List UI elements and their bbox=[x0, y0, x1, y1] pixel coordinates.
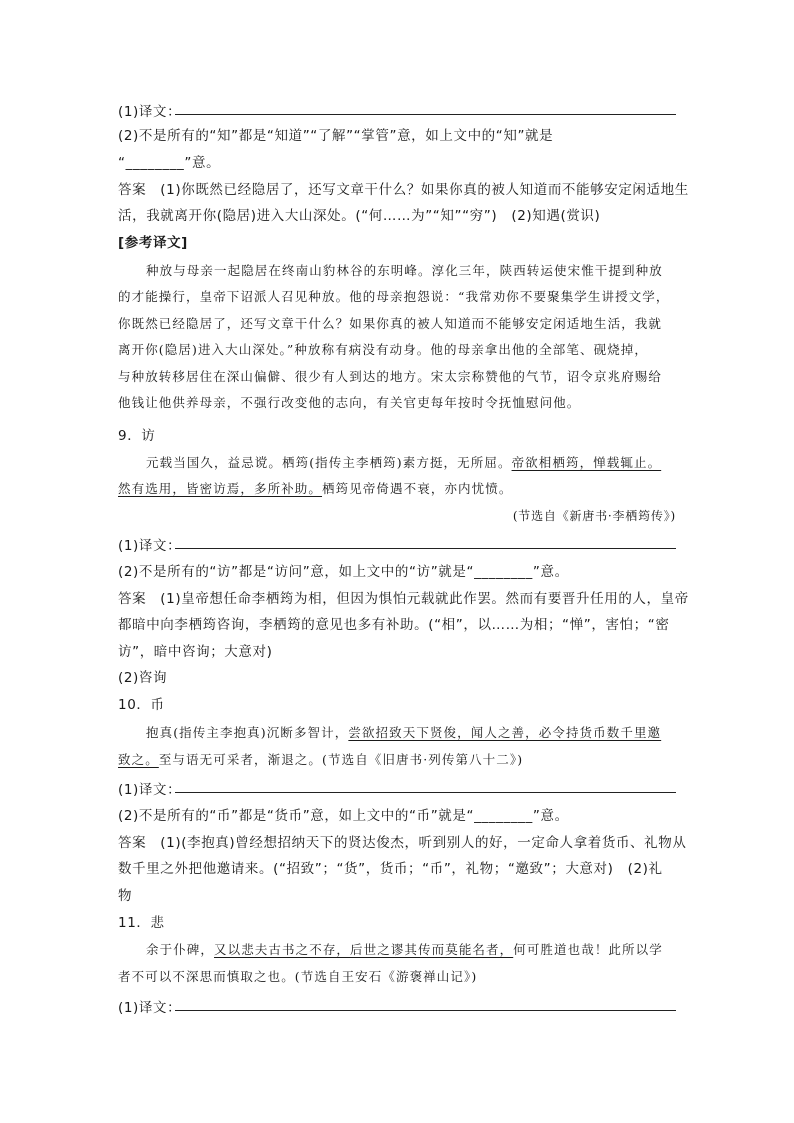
reference-line: 离开你(隐居)进入大山深处。”种放称有病没有动身。他的母亲拿出他的全部笔、砚烧掉， bbox=[118, 342, 648, 357]
q11-passage-line2: 者不可以不深思而慎取之也。(节选自王安石《游褒禅山记》) bbox=[118, 969, 478, 984]
q9-question-2: (2)不是所有的“访”都是“访问”意，如上文中的“访”就是“________”意。 bbox=[118, 564, 569, 580]
reference-line: 种放与母亲一起隐居在终南山豹林谷的东明峰。淳化三年，陕西转运使宋惟干提到种放 bbox=[146, 263, 663, 278]
reference-line: 与种放转移居住在深山偏僻、很少有人到达的地方。宋太宗称赞他的气节，诏令京兆府赐给 bbox=[118, 369, 663, 384]
q8-answer-line[interactable] bbox=[175, 114, 676, 115]
q10-underlined-sentence: 尝欲招致天下贤俊，闻人之善，必令持货币数千里邀 bbox=[348, 725, 662, 740]
q9-translation-label: (1)译文： bbox=[118, 538, 182, 554]
q9-underlined-sentence: 然有选用，皆密访焉，多所补助。 bbox=[118, 481, 323, 496]
q11-heading: 11．悲 bbox=[118, 915, 165, 931]
q8-answer-cont: 活，我就离开你(隐居)进入大山深处。(“何……为”“知”“穷”) (2)知遇(赏识) bbox=[118, 208, 601, 224]
reference-line: 的才能操行，皇帝下诏派人召见种放。他的母亲抱怨说：“我常劝你不要聚集学生讲授文学， bbox=[118, 289, 670, 304]
q11-underlined-sentence: 又以悲夫古书之不存，后世之谬其传而莫能名者， bbox=[214, 942, 514, 957]
q10-question-2: (2)不是所有的“币”都是“货币”意，如上文中的“币”就是“________”意。 bbox=[118, 808, 569, 824]
q9-passage-text: 元载当国久，益忌谠。栖筠(指传主李栖筠)素方挺，无所屈。 bbox=[146, 455, 512, 470]
reference-line: 你既然已经隐居了，还写文章干什么？如果你真的被人知道而不能够安定闲适地生活，我就 bbox=[118, 316, 663, 331]
q10-passage-text: 抱真(指传主李抱真)沉断多智计， bbox=[146, 725, 349, 740]
q9-passage-line1 bbox=[146, 453, 661, 471]
q8-answer: 答案 (1)你既然已经隐居了，还写文章干什么？如果你真的被人知道而不能够安定闲适地生 bbox=[118, 182, 689, 198]
q9-answer-2: (2)咨询 bbox=[118, 670, 168, 686]
q9-answer-line[interactable] bbox=[175, 548, 676, 549]
q10-answer-cont: 数千里之外把他邀请来。(“招致”；“货”，货币；“币”，礼物；“邀致”；大意对) (2)礼 bbox=[118, 861, 663, 877]
q9-underlined-sentence: 帝欲相栖筠，惮载辄止。 bbox=[511, 455, 662, 470]
q9-heading: 9．访 bbox=[118, 428, 156, 444]
q10-underlined-sentence: 致之。 bbox=[118, 752, 159, 767]
q11-translation-label: (1)译文： bbox=[118, 1000, 182, 1016]
q9-answer: 答案 (1)皇帝想任命李栖筠为相，但因为惧怕元载就此作罢。然而有要晋升任用的人，皇帝 bbox=[118, 591, 689, 607]
q9-answer-cont: 都暗中向李栖筠咨询，李栖筠的意见也多有补助。(“相”，以……为相；“惮”，害怕；“密 bbox=[118, 617, 670, 633]
q9-passage-text: 栖筠见帝倚遇不衰，亦内忧愤。 bbox=[322, 481, 513, 496]
q8-question-2-blank: “________”意。 bbox=[118, 155, 221, 171]
q11-passage-text: 余于仆碑， bbox=[146, 942, 215, 957]
q10-translation-label: (1)译文： bbox=[118, 782, 182, 798]
q8-translation-label: (1)译文： bbox=[118, 104, 182, 120]
q10-passage-line2 bbox=[118, 750, 523, 768]
q10-answer: 答案 (1)(李抱真)曾经想招纳天下的贤达俊杰，听到别人的好，一定命人拿着货币、礼物从 bbox=[118, 835, 687, 851]
reference-line: 他钱让他供养母亲，不强行改变他的志向，有关官吏每年按时令抚恤慰问他。 bbox=[118, 395, 581, 410]
q11-answer-line[interactable] bbox=[175, 1010, 676, 1011]
q9-passage-line2 bbox=[118, 479, 512, 497]
reference-heading: [参考译文] bbox=[118, 235, 188, 251]
q9-answer-cont: 访”，暗中咨询；大意对) bbox=[118, 644, 273, 660]
q10-passage-text: 至与语无可采者，渐退之。(节选自《旧唐书·列传第八十二》) bbox=[158, 752, 524, 767]
q10-answer-cont: 物 bbox=[118, 888, 133, 904]
q10-heading: 10．币 bbox=[118, 697, 165, 713]
q10-passage-line1 bbox=[146, 723, 661, 741]
q10-answer-line[interactable] bbox=[175, 792, 676, 793]
q8-question-2: (2)不是所有的“知”都是“知道”“了解”“掌管”意，如上文中的“知”就是 bbox=[118, 128, 554, 144]
q11-passage-line1 bbox=[146, 940, 663, 958]
q11-passage-text: 何可胜道也哉！此所以学 bbox=[513, 942, 663, 957]
q9-source: (节选自《新唐书·李栖筠传》) bbox=[512, 509, 676, 523]
